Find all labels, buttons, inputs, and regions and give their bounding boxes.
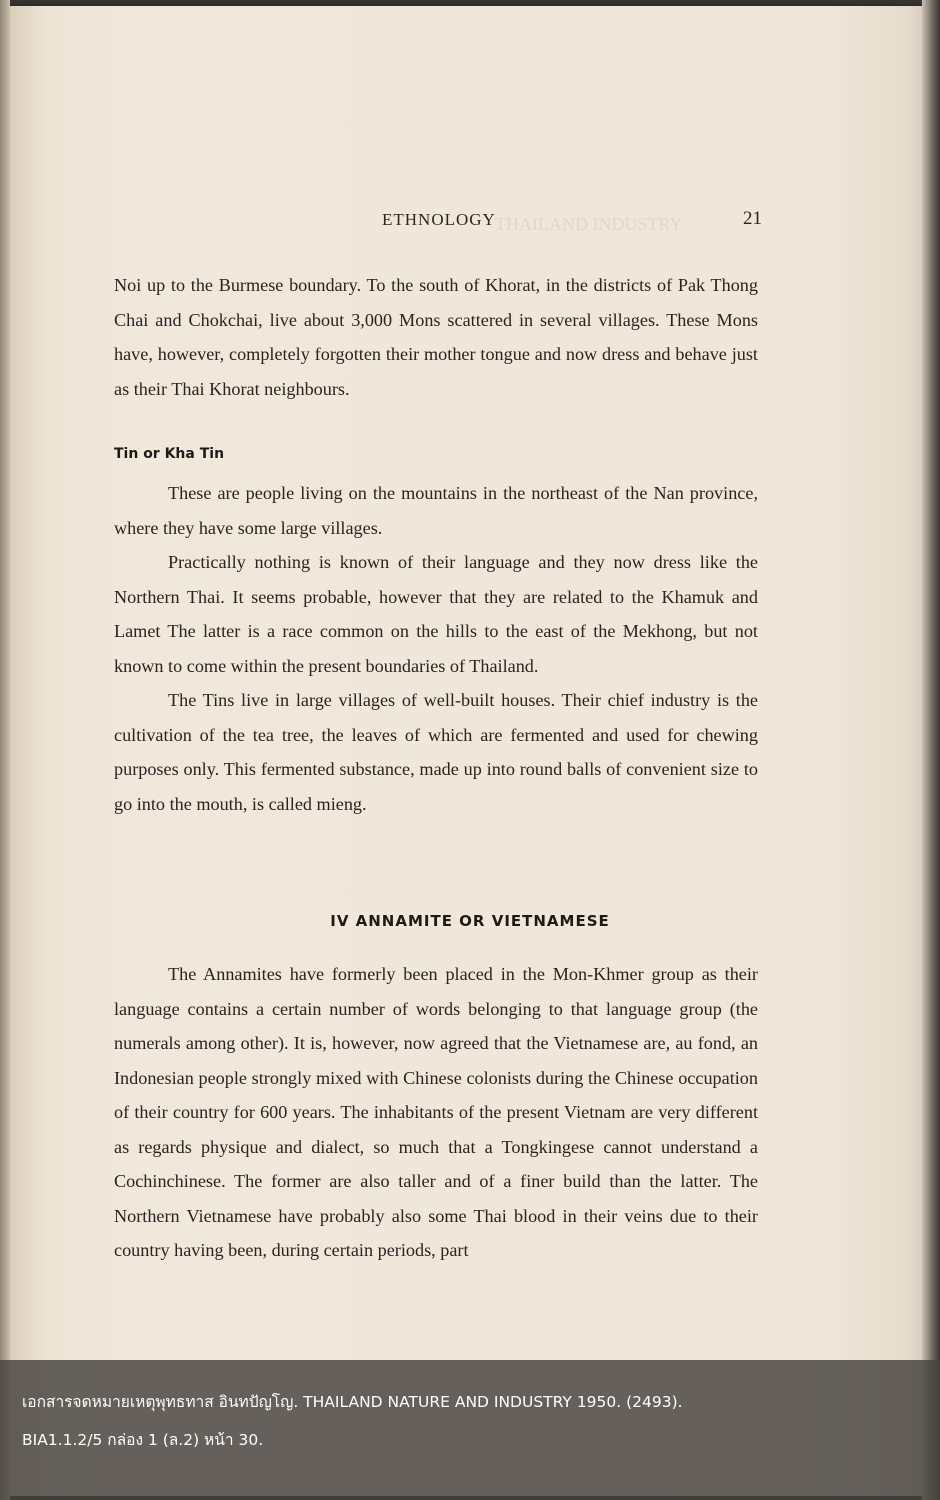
bleed-through-text: THAILAND INDUSTRY	[495, 214, 683, 234]
page-spine-shadow	[0, 0, 10, 1500]
running-head: ETHNOLOGY	[382, 210, 496, 229]
page-right-edge	[922, 0, 940, 1500]
body-paragraph-annamite	[114, 957, 758, 1268]
archive-caption	[22, 1383, 902, 1459]
page-number: 21	[743, 208, 762, 229]
paragraph-text: The Tins live in large villages of well-built houses. Their chief industry is the cultivation of the tea tree, the leaves of which are fermented and used for chewing purposes only. This fermented substance, made up into round balls of convenient size to go into the mouth, is called mieng.	[114, 690, 758, 814]
caption-line-2: BIA1.1.2/5 กล่อง 1 (ล.2) หน้า 30.	[22, 1431, 264, 1449]
subheading-tin: Tin or Kha Tin	[114, 446, 225, 462]
paragraph-text: Practically nothing is known of their language and they now dress like the Northern Thai. It seems probable, however that they are related to the Khamuk and Lamet The latter is a race common on the hills to the east of the Mekhong, but not known to come within the present boundaries of Thailand.	[114, 552, 758, 676]
caption-line-1: เอกสารจดหมายเหตุพุทธทาส อินทปัญโญ. THAILAND NATURE AND INDUSTRY 1950. (2493).	[22, 1393, 683, 1411]
body-paragraphs-tin	[114, 476, 758, 821]
paragraph-text: Noi up to the Burmese boundary. To the south of Khorat, in the districts of Pak Thong Chai and Chokchai, live about 3,000 Mons scattered in several villages. These Mons have, however, completely forgotten their mother tongue and now dress and behave just as their Thai Khorat neighbours.	[114, 275, 758, 399]
paragraph-text: The Annamites have formerly been placed in the Mon-Khmer group as their language contains a certain number of words belonging to that language group (the numerals among other). It is, however, now agreed that the Vietnamese are, au fond, an Indonesian people strongly mixed with Chinese colonists during the Chinese occupation of their country for 600 years. The inhabitants of the present Vietnam are very different as regards physique and dialect, so much that a Tongkingese cannot understand a Cochinchinese. The former are also taller and of a finer build than the latter. The Northern Vietnamese have probably also some Thai blood in their veins due to their country having been, during certain periods, part	[114, 964, 758, 1260]
page-header	[110, 208, 762, 238]
paragraph-text: These are people living on the mountains in the northeast of the Nan province, where they have some large villages.	[114, 483, 758, 538]
body-paragraph-1	[114, 268, 758, 406]
section-heading: IV ANNAMITE OR VIETNAMESE	[330, 912, 610, 930]
